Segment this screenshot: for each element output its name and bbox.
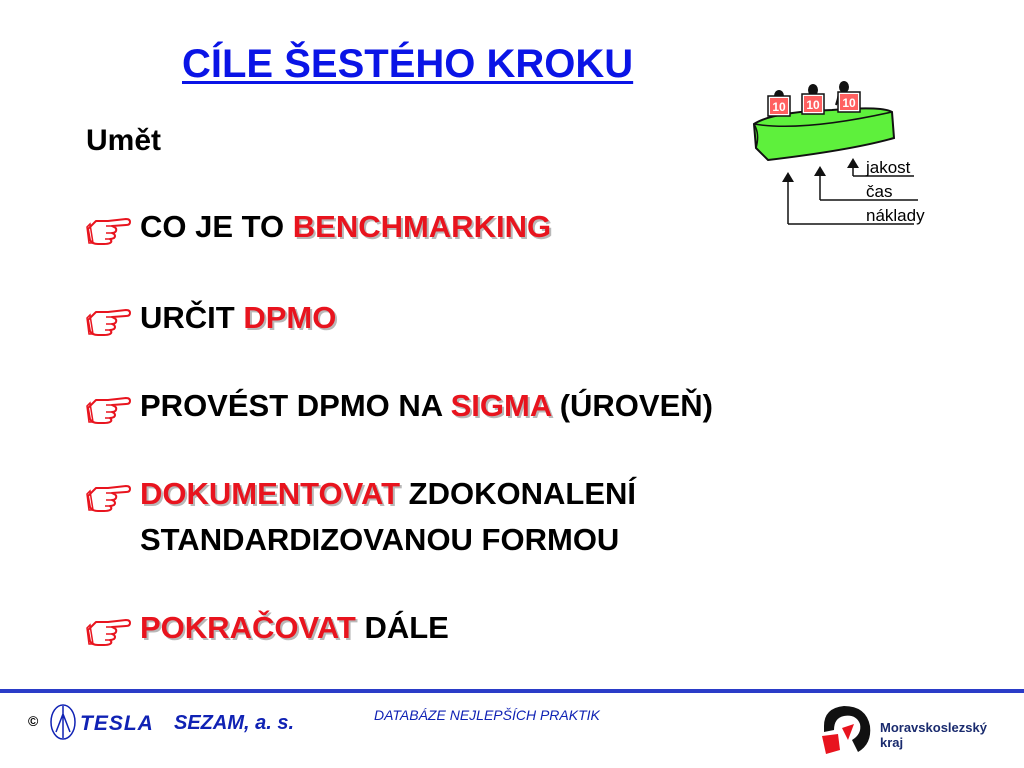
slide-title: CÍLE ŠESTÉHO KROKU: [182, 42, 634, 86]
bullet-highlight: DPMO: [243, 300, 337, 335]
score-card-3: 10: [842, 96, 856, 110]
label-jakost: jakost: [866, 158, 911, 177]
region-name: [880, 720, 987, 750]
company-suffix: SEZAM, a. s.: [174, 712, 295, 734]
bullet-item-sigma: [86, 386, 713, 426]
score-card-2: 10: [806, 98, 820, 112]
label-cas: čas: [866, 182, 893, 201]
pointing-hand-icon: [86, 608, 132, 648]
jury-table-illustration: [742, 76, 952, 236]
bullet-item-benchmarking: [86, 207, 551, 247]
pointing-hand-icon: [86, 474, 132, 514]
bullet-item-dpmo: [86, 298, 336, 338]
copyright-symbol: ©: [28, 713, 39, 729]
tesla-logo-icon: [48, 702, 78, 742]
label-naklady: náklady: [866, 206, 925, 225]
bullet-item-dokumentovat: [86, 474, 636, 560]
bullet-highlight: POKRAČOVAT: [140, 610, 356, 645]
bullet-text-after: (ÚROVEŇ): [551, 388, 713, 423]
slide-subtitle: Umět: [86, 124, 162, 157]
score-card-1: 10: [772, 100, 786, 114]
region-line1: Moravskoslezský: [880, 720, 987, 735]
pointing-hand-icon: [86, 298, 132, 338]
bullet-text: PROVÉST DPMO NA: [140, 388, 451, 423]
company-name: TESLA: [80, 712, 154, 735]
footer-divider: [0, 689, 1024, 693]
region-line2: kraj: [880, 735, 904, 750]
bullet-text-after: DÁLE: [355, 610, 449, 645]
footer-center-text: DATABÁZE NEJLEPŠÍCH PRAKTIK: [374, 707, 600, 723]
bullet-item-pokracovat: [86, 608, 449, 648]
bullet-highlight: DOKUMENTOVAT: [140, 476, 401, 511]
bullet-text-after: ZDOKONALENÍ: [400, 476, 636, 511]
bullet-text: CO JE TO: [140, 209, 293, 244]
bullet-highlight: SIGMA: [450, 388, 552, 423]
region-logo-icon: [818, 700, 876, 758]
pointing-hand-icon: [86, 386, 132, 426]
pointing-hand-icon: [86, 207, 132, 247]
bullet-text-line2: STANDARDIZOVANOU FORMOU: [140, 522, 620, 557]
bullet-highlight: BENCHMARKING: [292, 209, 552, 244]
bullet-text: URČIT: [140, 300, 244, 335]
